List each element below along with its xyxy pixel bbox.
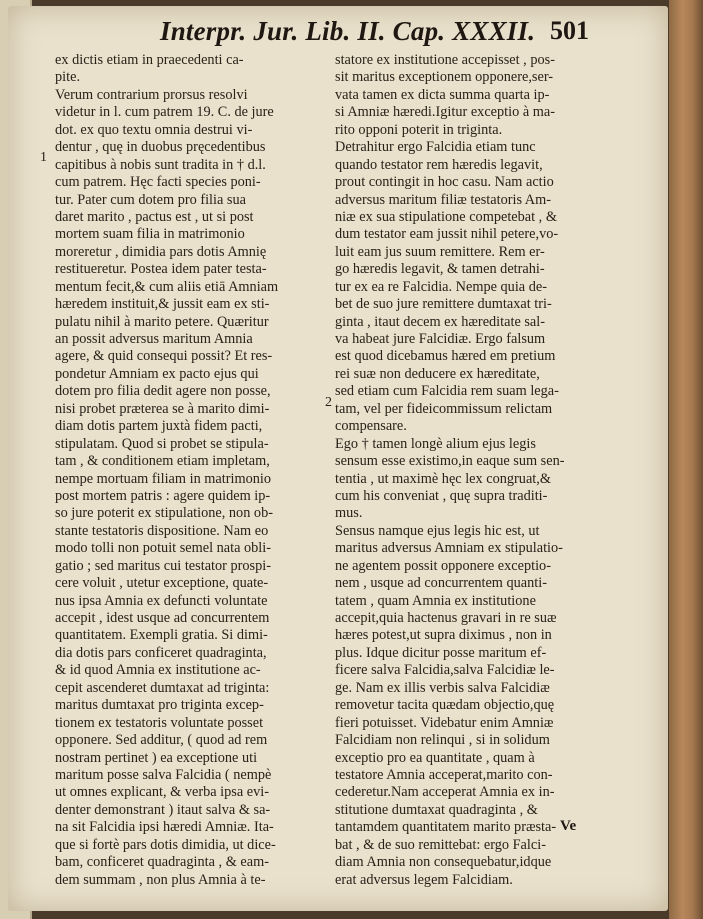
running-title: Interpr. Jur. Lib. II. Cap. XXXII. xyxy=(160,16,536,46)
text-line: cepit ascenderet dumtaxat ad triginta: xyxy=(55,679,270,696)
text-line: rito opponi poterit in triginta. xyxy=(335,121,503,138)
text-line: stipulatam. Quod si probet se stipula- xyxy=(55,435,269,452)
text-line: na sit Falcidia ipsi hæredi Amniæ. Ita- xyxy=(55,819,274,836)
text-line: videtur in l. cum patrem 19. C. de jure xyxy=(55,104,274,121)
text-line: cederetur.Nam acceperat Amnia ex in- xyxy=(335,784,555,801)
margin-note-1: 1 xyxy=(40,150,47,165)
text-line: prout contingit in hoc casu. Nam actio xyxy=(335,174,554,191)
text-line: Ego † tamen longè alium ejus legis xyxy=(335,435,536,452)
text-line: tionem ex testatoris voluntate posset xyxy=(55,714,264,731)
text-line: gatio ; sed maritus cui testator prospi- xyxy=(55,557,271,574)
text-line: diam dotis partem juxtà fidem pacti, xyxy=(55,418,263,435)
text-line: ficere salva Falcidia,salva Falcidiæ le- xyxy=(335,662,555,679)
text-line: bat , & de suo remittebat: ergo Falci- xyxy=(335,836,546,853)
text-line: denter demonstrant ) itaut salva & sa- xyxy=(55,801,271,818)
text-line: statore ex institutione accepisset , pos- xyxy=(335,52,555,68)
text-line: dia dotis pars conficeret quadraginta, xyxy=(55,644,267,661)
text-line: testatore Amnia acceperat,marito con- xyxy=(335,766,553,783)
text-line: mus. xyxy=(335,505,363,522)
text-line: quando testator rem hæredis legavit, xyxy=(335,156,543,173)
text-line: mentum fecit,& cum aliis etiā Amniam xyxy=(55,278,279,295)
text-line: nostram pertinet ) ea exceptione uti xyxy=(55,749,258,766)
text-line: an possit adversus maritum Amnia xyxy=(55,331,253,347)
text-line: dum testator eam jussit nihil petere,vo- xyxy=(335,226,559,243)
text-line: moreretur , dimidia pars dotis Amnię xyxy=(55,243,267,260)
text-line: ge. Nam ex illis verbis salva Falcidiæ xyxy=(335,679,550,696)
text-line: removetur tacita quædam objectio,quę xyxy=(335,697,555,714)
text-line: fieri potuisset. Videbatur enim Amniæ xyxy=(335,714,554,731)
text-line: cere voluit , utetur exceptione, quate- xyxy=(55,575,269,592)
text-line: nem , usque ad concurrentem quanti- xyxy=(335,575,547,592)
text-line: tatem , quam Amnia ex institutione xyxy=(335,592,536,609)
text-line: daret marito , pactus est , ut si post xyxy=(55,208,254,225)
text-line: hæredem instituit,& jussit eam ex sti- xyxy=(55,296,270,313)
text-line: nus ipsa Amnia ex defuncti voluntate xyxy=(55,592,268,609)
text-line: pondetur Amniam ex pacto ejus qui xyxy=(55,365,259,382)
text-line: quantitatem. Exempli gratia. Si dimi- xyxy=(55,627,268,644)
text-line: maritus adversus Amniam ex stipulatio- xyxy=(335,540,563,557)
text-line: modo tolli non potuit semel nata obli- xyxy=(55,540,272,557)
text-line: stitutione dumtaxat quadraginta , & xyxy=(335,801,538,818)
text-line: Detrahitur ergo Falcidia etiam tunc xyxy=(335,139,536,156)
text-line: bam, conficeret quadraginta , & eam- xyxy=(55,854,269,871)
text-line: tur. Pater cum dotem pro filia sua xyxy=(55,191,246,208)
text-line: est quod dicebamus hæred em pretium xyxy=(335,348,556,365)
text-line: dot. ex quo textu omnia destrui vi- xyxy=(55,121,253,138)
text-line: tur ex ea re Falcidia. Nempe quia de- xyxy=(335,278,547,295)
text-line: adversus maritum filiæ testatoris Am- xyxy=(335,191,552,208)
text-line: nisi probet præterea se à marito dimi- xyxy=(55,400,270,417)
text-line: diam Amnia non consequebatur,idque xyxy=(335,854,552,871)
text-line: cum his conveniat , quę supra traditi- xyxy=(335,487,548,504)
text-line: accepit,quia hactenus gravari in re suæ xyxy=(335,610,557,626)
text-line: hæres potest,ut supra diximus , non in xyxy=(335,627,552,644)
text-line: dotem pro filia dedit agere non posse, xyxy=(55,383,271,400)
text-line: post mortem patris : agere quidem ip- xyxy=(55,487,271,504)
text-line: va habeat jure Falcidiæ. Ergo falsum xyxy=(335,331,546,347)
text-line: si Amniæ hæredi.Igitur exceptio à ma- xyxy=(335,104,555,121)
book-edge xyxy=(669,0,703,919)
text-line: que si fortè pars dotis dimidia, ut dice- xyxy=(55,836,276,853)
text-line: ex dictis etiam in praecedenti ca- xyxy=(55,52,244,68)
text-line: maritum posse salva Falcidia ( nempè xyxy=(55,766,272,783)
text-line: plus. Idque dicitur posse maritum ef- xyxy=(335,644,547,661)
text-line: tentia , ut maximè hęc lex congruat,& xyxy=(335,470,551,487)
catchword: Ve xyxy=(560,818,577,834)
text-line: luit eam jus suum remittere. Rem er- xyxy=(335,243,545,260)
text-line: tantamdem quantitatem marito præsta- xyxy=(335,819,557,836)
text-line: Sensus namque ejus legis hic est, ut xyxy=(335,522,540,539)
text-line: agere, & quid consequi possit? Et res- xyxy=(55,348,273,365)
text-line: tam , & conditionem etiam impletam, xyxy=(55,453,270,470)
right-text-column xyxy=(335,52,597,889)
text-line: sed etiam cum Falcidia rem suam lega- xyxy=(335,383,559,400)
text-line: exceptio pro ea quantitate , quam à xyxy=(335,749,535,766)
text-line: capitibus à nobis sunt tradita in † d.l. xyxy=(55,156,266,173)
text-line: niæ ex sua stipulatione competebat , & xyxy=(335,208,557,225)
text-line: nempe mortuam filiam in matrimonio xyxy=(55,470,271,487)
text-line: vata tamen ex dicta summa quarta ip- xyxy=(335,86,550,103)
text-line: restitueretur. Postea idem pater testa- xyxy=(55,261,267,278)
text-line: dem summam , non plus Amnia à te- xyxy=(55,871,266,888)
text-line: ne agentem possit opponere exceptio- xyxy=(335,557,551,574)
text-line: sit maritus exceptionem opponere,ser- xyxy=(335,69,554,86)
text-line: tam, vel per fideicommissum relictam xyxy=(335,400,553,417)
text-line: sensum esse existimo,in eaque sum sen- xyxy=(335,453,565,470)
text-line: erat adversus legem Falcidiam. xyxy=(335,871,513,888)
text-line: Verum contrarium prorsus resolvi xyxy=(55,86,248,103)
page-number: 501 xyxy=(550,16,589,45)
text-line: so jure poterit ex stipulatione, non ob- xyxy=(55,505,273,522)
text-line: maritus dumtaxat pro triginta excep- xyxy=(55,697,264,714)
text-line: accepit , idest usque ad concurrentem xyxy=(55,610,270,626)
margin-note-2: 2 xyxy=(325,395,332,410)
left-text-column xyxy=(55,52,315,889)
text-line: rei suæ non deducere ex hæreditate, xyxy=(335,365,540,382)
text-line: pite. xyxy=(55,69,81,86)
text-line: opponere. Sed additur, ( quod ad rem xyxy=(55,732,268,749)
text-line: ut omnes explicant, & verba ipsa evi- xyxy=(55,784,269,801)
text-line: go hæredis legavit, & tamen detrahi- xyxy=(335,261,545,278)
text-line: cum patrem. Hęc facti species poni- xyxy=(55,174,261,191)
text-line: stante testatoris dispositione. Nam eo xyxy=(55,522,269,539)
text-line: & id quod Amnia ex institutione ac- xyxy=(55,662,261,679)
text-line: bet de suo jure remittere dumtaxat tri- xyxy=(335,296,552,313)
text-line: compensare. xyxy=(335,418,407,435)
text-line: Falcidiam non relinqui , si in solidum xyxy=(335,732,550,749)
text-line: pulatu nihil à marito petere. Quæritur xyxy=(55,313,269,330)
text-line: ginta , itaut decem ex hæreditate sal- xyxy=(335,313,546,330)
text-line: mortem suam filia in matrimonio xyxy=(55,226,245,243)
text-line: dentur , quę in duobus pręcedentibus xyxy=(55,139,266,156)
